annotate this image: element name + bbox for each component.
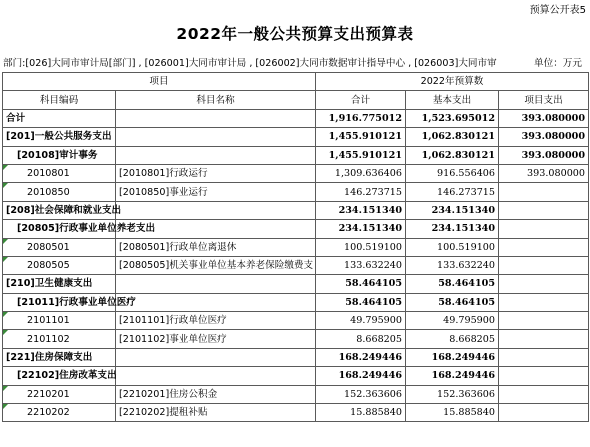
- row-total: 234.151340: [316, 220, 406, 238]
- row-code: [201]一般公共服务支出: [3, 128, 116, 146]
- header-basic: 基本支出: [406, 91, 499, 109]
- row-name: [116, 220, 316, 238]
- row-name: [2080505]机关事业单位基本养老保险缴费支: [116, 256, 316, 274]
- row-project: [499, 330, 589, 348]
- row-name: [2010850]事业运行: [116, 183, 316, 201]
- table-row: [3, 312, 589, 330]
- row-total: 15.885840: [316, 404, 406, 422]
- row-name: [2080501]行政单位离退休: [116, 238, 316, 256]
- row-project: [499, 183, 589, 201]
- table-row: [3, 275, 589, 293]
- row-total: 58.464105: [316, 275, 406, 293]
- row-name: [116, 128, 316, 146]
- row-code: 2010850: [3, 183, 116, 201]
- row-basic: 168.249446: [406, 348, 499, 366]
- row-basic: 8.668205: [406, 330, 499, 348]
- row-name: [116, 146, 316, 164]
- row-code: 2210201: [3, 385, 116, 403]
- row-total: 100.519100: [316, 238, 406, 256]
- table-row: [3, 367, 589, 385]
- row-basic: 58.464105: [406, 293, 499, 311]
- table-row: [3, 220, 589, 238]
- row-total: 1,455.910121: [316, 128, 406, 146]
- row-name: [116, 348, 316, 366]
- header-budget-group: 2022年预算数: [316, 73, 589, 91]
- header-code: 科目编码: [3, 91, 116, 109]
- header-project: 项目: [3, 73, 316, 91]
- row-total: 1,455.910121: [316, 146, 406, 164]
- row-basic: 1,062.830121: [406, 146, 499, 164]
- row-project: 393.080000: [499, 146, 589, 164]
- row-name: [116, 201, 316, 219]
- table-row: [3, 109, 589, 127]
- row-project: 393.080000: [499, 128, 589, 146]
- row-basic: 133.632240: [406, 256, 499, 274]
- row-basic: 168.249446: [406, 367, 499, 385]
- row-basic: 1,523.695012: [406, 109, 499, 127]
- row-project: [499, 385, 589, 403]
- row-project: [499, 367, 589, 385]
- row-basic: 234.151340: [406, 201, 499, 219]
- row-project: [499, 275, 589, 293]
- row-total: 58.464105: [316, 293, 406, 311]
- row-project: [499, 293, 589, 311]
- department-line: 部门:[026]大同市审计局[部门] , [026001]大同市审计局 , [026002]大同市数据审计指导中心 , [026003]大同市审: [3, 58, 497, 69]
- row-total: 49.795900: [316, 312, 406, 330]
- row-project: [499, 256, 589, 274]
- row-code: [20805]行政事业单位养老支出: [3, 220, 116, 238]
- table-row: [3, 348, 589, 366]
- row-project: 393.080000: [499, 164, 589, 182]
- table-row: [3, 404, 589, 422]
- table-row: [3, 146, 589, 164]
- row-code: 2210202: [3, 404, 116, 422]
- row-total: 146.273715: [316, 183, 406, 201]
- row-basic: 58.464105: [406, 275, 499, 293]
- row-basic: 49.795900: [406, 312, 499, 330]
- row-name: [2101101]行政单位医疗: [116, 312, 316, 330]
- row-name: [2010801]行政运行: [116, 164, 316, 182]
- table-row: [3, 330, 589, 348]
- unit-label: 单位：万元: [534, 58, 582, 69]
- row-code: [221]住房保障支出: [3, 348, 116, 366]
- row-code: [20108]审计事务: [3, 146, 116, 164]
- table-row: [3, 201, 589, 219]
- row-project: [499, 404, 589, 422]
- row-basic: 234.151340: [406, 220, 499, 238]
- row-basic: 1,062.830121: [406, 128, 499, 146]
- row-basic: 15.885840: [406, 404, 499, 422]
- row-name: [2101102]事业单位医疗: [116, 330, 316, 348]
- row-name: [116, 275, 316, 293]
- row-total: 168.249446: [316, 348, 406, 366]
- row-name: [116, 367, 316, 385]
- row-code: 2080505: [3, 256, 116, 274]
- row-name: [2210201]住房公积金: [116, 385, 316, 403]
- row-project: [499, 312, 589, 330]
- row-code: [208]社会保障和就业支出: [3, 201, 116, 219]
- row-project: [499, 201, 589, 219]
- table-row: [3, 385, 589, 403]
- table-row: [3, 128, 589, 146]
- header-row-sub: [3, 91, 589, 109]
- row-total: 133.632240: [316, 256, 406, 274]
- row-total: 1,309.636406: [316, 164, 406, 182]
- row-project: 393.080000: [499, 109, 589, 127]
- row-name: [116, 293, 316, 311]
- row-code: [22102]住房改革支出: [3, 367, 116, 385]
- row-basic: 100.519100: [406, 238, 499, 256]
- row-basic: 916.556406: [406, 164, 499, 182]
- header-row-top: [3, 73, 589, 91]
- row-total: 168.249446: [316, 367, 406, 385]
- row-total: 8.668205: [316, 330, 406, 348]
- table-row: [3, 256, 589, 274]
- row-basic: 146.273715: [406, 183, 499, 201]
- row-total: 234.151340: [316, 201, 406, 219]
- table-row: [3, 238, 589, 256]
- row-code: 2101102: [3, 330, 116, 348]
- row-code: 2101101: [3, 312, 116, 330]
- row-project: [499, 238, 589, 256]
- row-project: [499, 348, 589, 366]
- budget-table: [2, 72, 589, 422]
- row-code: 2010801: [3, 164, 116, 182]
- row-basic: 152.363606: [406, 385, 499, 403]
- header-total: 合计: [316, 91, 406, 109]
- row-code: 2080501: [3, 238, 116, 256]
- header-name: 科目名称: [116, 91, 316, 109]
- row-code: [21011]行政事业单位医疗: [3, 293, 116, 311]
- row-total: 152.363606: [316, 385, 406, 403]
- page-title: 2022年一般公共预算支出预算表: [176, 25, 414, 43]
- table-row: [3, 183, 589, 201]
- table-number-label: 预算公开表5: [529, 5, 586, 16]
- row-project: [499, 220, 589, 238]
- row-code: 合计: [3, 109, 116, 127]
- table-row: [3, 293, 589, 311]
- table-row: [3, 164, 589, 182]
- row-name: [2210202]提租补贴: [116, 404, 316, 422]
- row-name: [116, 109, 316, 127]
- row-code: [210]卫生健康支出: [3, 275, 116, 293]
- header-project-expense: 项目支出: [499, 91, 589, 109]
- row-total: 1,916.775012: [316, 109, 406, 127]
